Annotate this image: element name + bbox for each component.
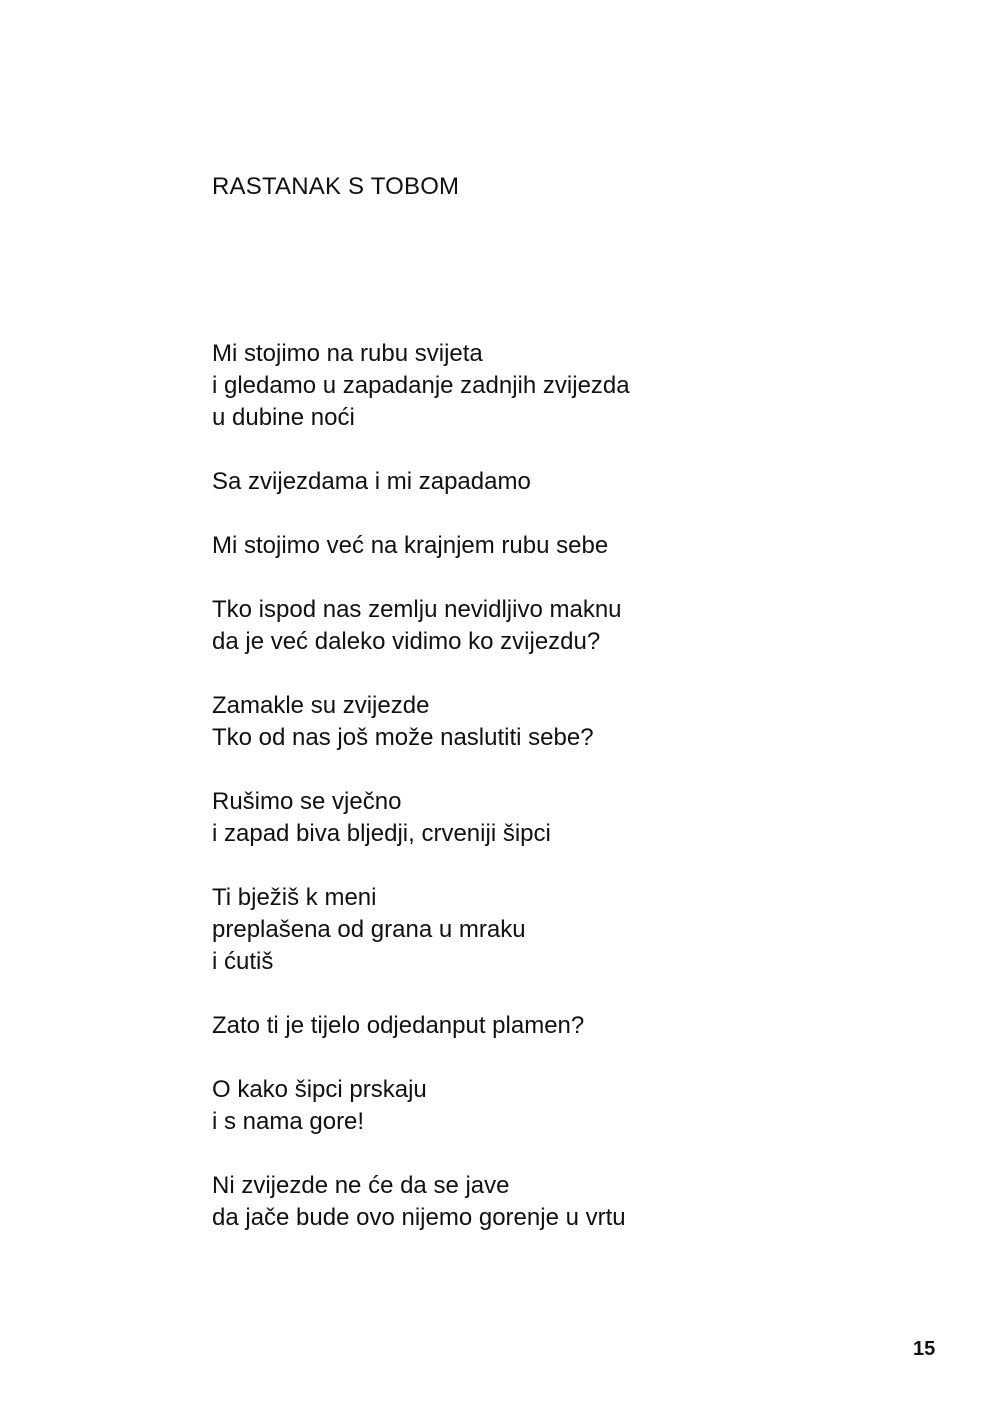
poem-line: Mi stojimo već na krajnjem rubu sebe — [212, 532, 609, 559]
poem-line: i ćutiš — [212, 948, 274, 975]
poem-line: Mi stojimo na rubu svijeta — [212, 340, 483, 367]
poem-line: Zato ti je tijelo odjedanput plamen? — [212, 1012, 585, 1039]
poem-line: Zamakle su zvijezde — [212, 692, 430, 719]
page-number: 15 — [913, 1338, 936, 1360]
poem-line: Rušimo se vječno — [212, 788, 402, 815]
stanza-3 — [212, 530, 912, 562]
stanza-9 — [212, 1074, 912, 1138]
poem-line: u dubine noći — [212, 404, 355, 431]
poem-line: preplašena od grana u mraku — [212, 916, 526, 943]
stanza-8 — [212, 1010, 912, 1042]
poem-line: O kako šipci prskaju — [212, 1076, 427, 1103]
poem-line: Tko ispod nas zemlju nevidljivo maknu — [212, 596, 622, 623]
poem-line: Ni zvijezde ne će da se jave — [212, 1172, 510, 1199]
poem-line: Tko od nas još može naslutiti sebe? — [212, 724, 594, 751]
poem-title: RASTANAK S TOBOM — [212, 173, 460, 200]
stanza-10 — [212, 1170, 912, 1234]
poem-line: Sa zvijezdama i mi zapadamo — [212, 468, 531, 495]
poem-body — [212, 338, 912, 1266]
stanza-7 — [212, 882, 912, 978]
poem-line: i zapad biva bljedji, crveniji šipci — [212, 820, 551, 847]
stanza-2 — [212, 466, 912, 498]
stanza-4 — [212, 594, 912, 658]
stanza-1 — [212, 338, 912, 434]
poem-line: da je već daleko vidimo ko zvijezdu? — [212, 628, 601, 655]
poem-line: i gledamo u zapadanje zadnjih zvijezda — [212, 372, 630, 399]
stanza-6 — [212, 786, 912, 850]
poem-line: i s nama gore! — [212, 1108, 365, 1135]
stanza-5 — [212, 690, 912, 754]
poem-line: Ti bježiš k meni — [212, 884, 377, 911]
poem-line: da jače bude ovo nijemo gorenje u vrtu — [212, 1204, 626, 1231]
